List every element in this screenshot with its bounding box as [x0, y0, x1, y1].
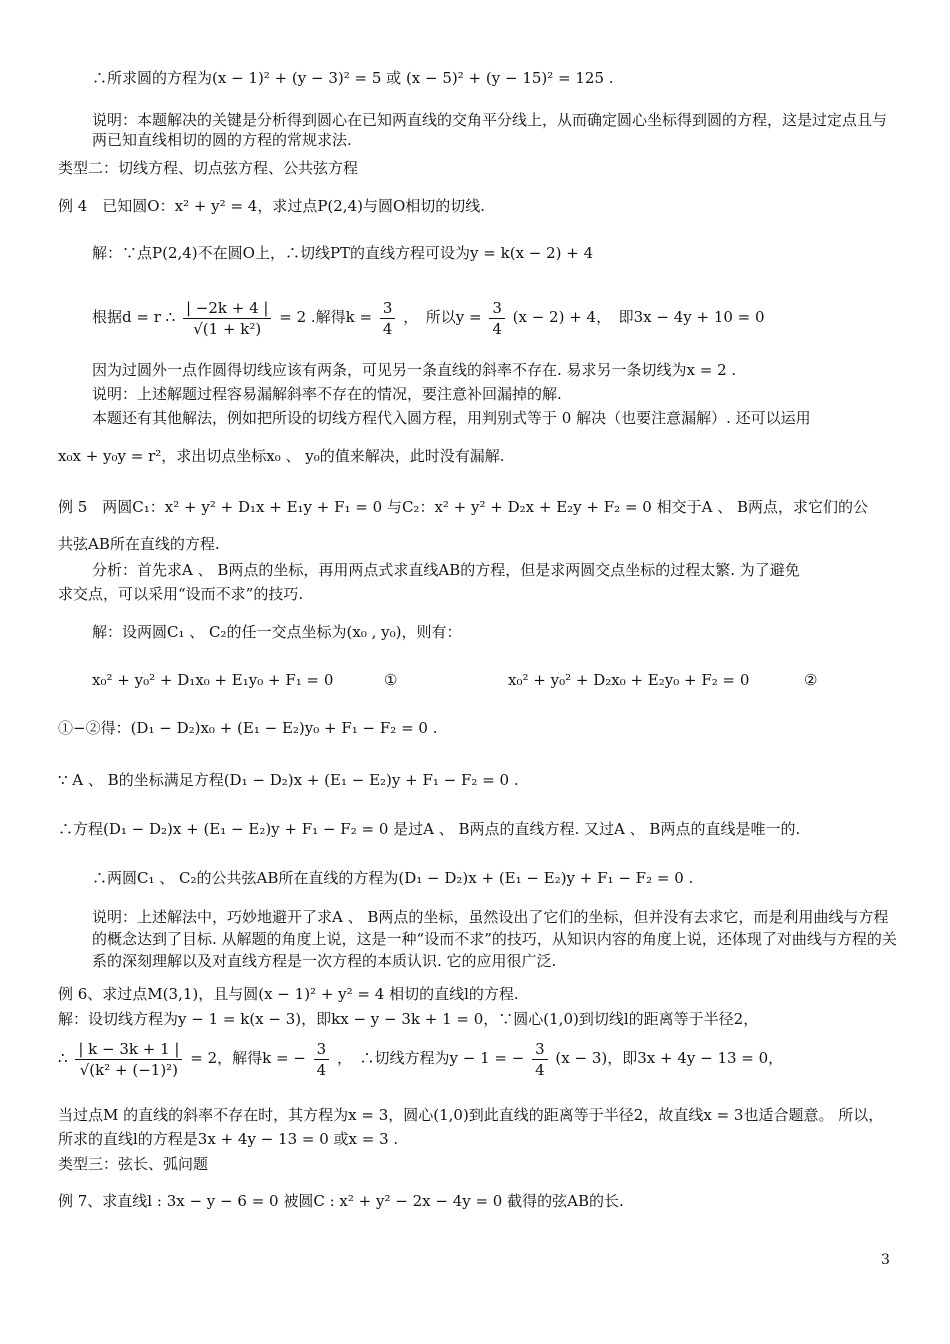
solution-line: 解：设切线方程为y − 1 = k(x − 3)，即kx − y − 3k + 1 = 0，∵圆心(1,0)到切线l的距离等于半径2， [58, 1010, 759, 1028]
example-7-statement: 例 7、求直线l : 3x − y − 6 = 0 被圆C : x² + y² − 2x − 4y = 0 截得的弦AB的长. [58, 1192, 624, 1210]
equation-1-marker: ① [384, 671, 398, 689]
conclusion-paragraph [58, 1103, 898, 1151]
fraction-denominator: 4 [316, 1060, 327, 1079]
text-fragment: (x − 2) + 4， 即3x − 4y + 10 = 0 [512, 308, 765, 326]
analysis-continuation: 求交点，可以采用“设而不求”的技巧. [58, 585, 304, 603]
reasoning-line: ∵ A 、 B的坐标满足方程(D₁ − D₂)x + (E₁ − E₂)y + F₁ − F₂ = 0 . [58, 771, 519, 789]
example-4-statement: 例 4 已知圆O：x² + y² = 4，求过点P(2,4)与圆O相切的切线. [58, 197, 486, 215]
text-fragment: (x − 3)，即3x + 4y − 13 = 0， [555, 1049, 784, 1067]
fraction-denominator: 4 [492, 319, 502, 338]
alternative-method-continuation: x₀x + y₀y = r²，求出切点坐标x₀ 、 y₀的值来解决，此时没有漏解. [58, 447, 505, 465]
analysis-line: 分析：首先求A 、 B两点的坐标，再用两点式求直线AB的方程，但是求两圆交点坐标的过程太繁. 为了避免 [92, 561, 800, 579]
solution-fraction-line [58, 1036, 898, 1086]
solution-line: 解：设两圆C₁ 、 C₂的任一交点坐标为(x₀ , y₀)，则有： [92, 623, 462, 641]
slope-fraction [532, 1039, 548, 1080]
equation-pair-row [92, 670, 898, 690]
explanation-line: 因为过圆外一点作圆得切线应该有两条，可见另一条直线的斜率不存在. 易求另一条切线为x = 2 . [92, 361, 737, 379]
solution-fraction-line [92, 295, 898, 343]
k-fraction [314, 1039, 330, 1080]
note-line: 说明：上述解题过程容易漏解斜率不存在的情况，要注意补回漏掉的解. [92, 385, 562, 403]
k-fraction [380, 298, 396, 339]
note-text: 说明：上述解法中，巧妙地避开了求A 、 B两点的坐标，虽然设出了它们的坐标，但并没有去求它，而是利用曲线与方程的概念达到了目标. 从解题的角度上说，这是一种“设而不求”的技巧，从知识内容的角度上说，还体现了对曲线与方程的关系的深刻理解以及对直线方程是一次方程的本质认识. 它的应用很广泛. [92, 908, 897, 970]
distance-fraction [75, 1039, 182, 1080]
equation-2: x₀² + y₀² + D₂x₀ + E₂y₀ + F₂ = 0 [508, 671, 750, 689]
fraction-numerator: | k − 3k + 1 | [75, 1039, 182, 1060]
text-fragment: ， ∴切线方程为y − 1 = − [337, 1049, 525, 1067]
text-fragment: ∴ [58, 1049, 68, 1067]
example-6-statement: 例 6、求过点M(3,1)，且与圆(x − 1)² + y² = 4 相切的直线l的方程. [58, 985, 519, 1003]
text-fragment: = 2 .解得k = [279, 308, 373, 326]
y-fraction [489, 298, 505, 339]
text-fragment: 根据d = r ∴ [92, 308, 176, 326]
fraction-denominator: 4 [535, 1060, 545, 1079]
fraction-numerator: | −2k + 4 | [183, 298, 272, 319]
alternative-method-line: 本题还有其他解法，例如把所设的切线方程代入圆方程，用判别式等于 0 解决（也要注意漏解）. 还可以运用 [92, 409, 811, 427]
conclusion-text: 当过点M 的直线的斜率不存在时，其方程为x = 3，圆心(1,0)到此直线的距离等于半径2，故直线x = 3也适合题意。 所以，所求的直线l的方程是3x + 4y − 13 = 0 或x = 3 . [58, 1106, 884, 1148]
example-5-statement: 例 5 两圆C₁：x² + y² + D₁x + E₁y + F₁ = 0 与C₂：x² + y² + D₂x + E₂y + F₂ = 0 相交于A 、 B两点，求它们的公 [58, 498, 868, 516]
subtraction-result: ①−②得：(D₁ − D₂)x₀ + (E₁ − E₂)y₀ + F₁ − F₂ = 0 . [58, 719, 438, 737]
note-text: 说明：本题解决的关键是分析得到圆心在已知两直线的交角平分线上，从而确定圆心坐标得到圆的方程，这是过定点且与两已知直线相切的圆的方程的常规求法. [92, 111, 888, 149]
conclusion-line: ∴两圆C₁ 、 C₂的公共弦AB所在直线的方程为(D₁ − D₂)x + (E₁ − E₂)y + F₁ − F₂ = 0 . [92, 869, 694, 887]
note-paragraph [92, 110, 898, 150]
section-heading-type-2: 类型二：切线方程、切点弦方程、公共弦方程 [58, 159, 359, 177]
fraction-denominator: √(k² + (−1)²) [79, 1060, 179, 1079]
text-fragment: = 2，解得k = − [190, 1049, 306, 1067]
reasoning-line: ∴方程(D₁ − D₂)x + (E₁ − E₂)y + F₁ − F₂ = 0 是过A 、 B两点的直线方程. 又过A 、 B两点的直线是唯一的. [58, 820, 801, 838]
page-number: 3 [881, 1252, 890, 1268]
note-paragraph [92, 906, 898, 972]
equation-2-marker: ② [804, 671, 818, 689]
distance-fraction [183, 298, 272, 339]
equation-line: ∴所求圆的方程为(x − 1)² + (y − 3)² = 5 或 (x − 5)² + (y − 15)² = 125 . [92, 69, 614, 87]
text-fragment: ， 所以y = [403, 308, 482, 326]
fraction-numerator: 3 [314, 1039, 330, 1060]
fraction-numerator: 3 [380, 298, 396, 319]
fraction-numerator: 3 [489, 298, 505, 319]
example-5-continuation: 共弦AB所在直线的方程. [58, 535, 220, 553]
fraction-numerator: 3 [532, 1039, 548, 1060]
equation-1: x₀² + y₀² + D₁x₀ + E₁y₀ + F₁ = 0 [92, 671, 334, 689]
fraction-denominator: 4 [382, 319, 393, 338]
solution-line: 解：∵点P(2,4)不在圆O上，∴切线PT的直线方程可设为y = k(x − 2) + 4 [92, 244, 594, 262]
section-heading-type-3: 类型三：弦长、弧问题 [58, 1155, 209, 1173]
fraction-denominator: √(1 + k²) [193, 319, 262, 338]
